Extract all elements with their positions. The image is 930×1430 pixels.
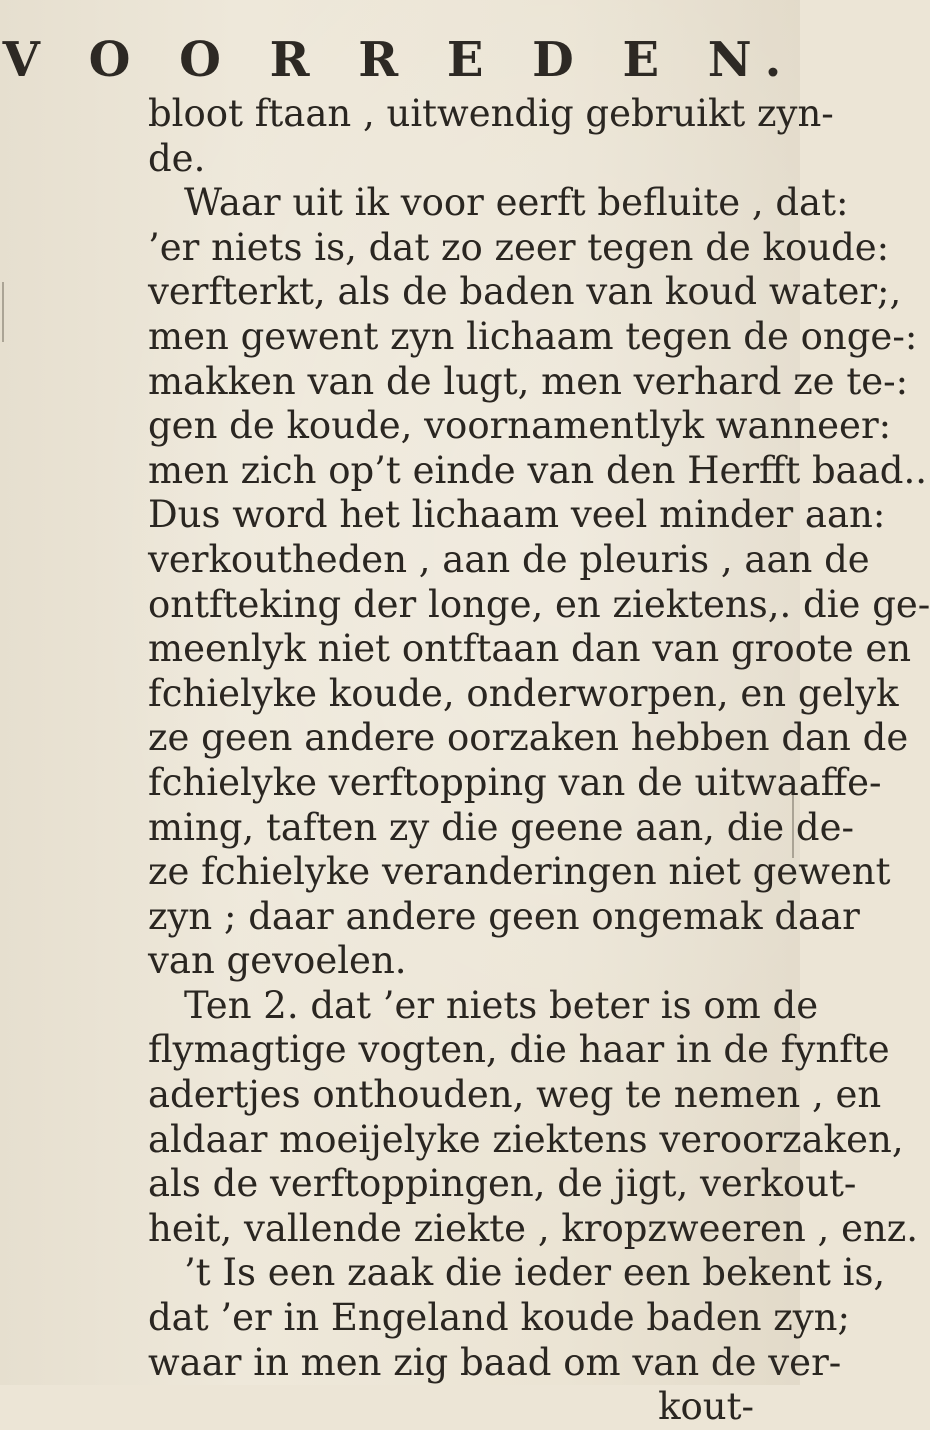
text-line: waar in men zig baad om van de ver- bbox=[148, 1340, 842, 1384]
page-header: V O O R R E D E N. bbox=[2, 32, 798, 88]
text-line: Waar uit ik voor eerft befluite , dat: bbox=[184, 181, 849, 225]
text-line: fchielyke koude, onderworpen, en gelyk bbox=[148, 671, 899, 715]
text-line: aldaar moeijelyke ziektens veroorzaken, bbox=[148, 1117, 904, 1161]
left-margin-mark bbox=[2, 282, 4, 342]
catchword: kout- bbox=[658, 1385, 754, 1429]
body-text bbox=[148, 92, 930, 1430]
text-line: bloot ftaan , uitwendig gebruikt zyn- bbox=[148, 92, 834, 135]
text-line: men zich op’t einde van den Herfft baad.. bbox=[148, 448, 927, 492]
text-line: Ten 2. dat ’er niets beter is om de bbox=[184, 983, 819, 1027]
text-line: meenlyk niet ontftaan dan van groote en bbox=[148, 627, 912, 671]
text-line: adertjes onthouden, weg te nemen , en bbox=[148, 1073, 882, 1117]
text-line: dat ’er in Engeland koude baden zyn; bbox=[148, 1296, 850, 1340]
text-line: ze geen andere oorzaken hebben dan de bbox=[148, 716, 909, 760]
text-line: ze fchielyke veranderingen niet gewent bbox=[148, 850, 891, 894]
text-line: Dus word het lichaam veel minder aan: bbox=[148, 493, 886, 537]
text-line: als de verftoppingen, de jigt, verkout- bbox=[148, 1162, 857, 1206]
text-line: ming, taften zy die geene aan, die de- bbox=[148, 805, 854, 849]
text-line: heit, vallende ziekte , kropzweeren , enz. bbox=[148, 1206, 919, 1250]
text-line: ’er niets is, dat zo zeer tegen de koude: bbox=[148, 225, 890, 269]
text-line: men gewent zyn lichaam tegen de onge-: bbox=[148, 314, 918, 358]
text-line: fchielyke verftopping van de uitwaaffe- bbox=[148, 760, 882, 804]
text-line: flymagtige vogten, die haar in de fynfte bbox=[148, 1028, 890, 1072]
text-line: gen de koude, voornamentlyk wanneer: bbox=[148, 404, 892, 448]
text-line: verfterkt, als de baden van koud water;, bbox=[148, 270, 902, 314]
text-line: de. bbox=[148, 136, 206, 180]
text-line: van gevoelen. bbox=[148, 939, 407, 983]
text-line: ontfteking der longe, en ziektens,. die ge- bbox=[148, 582, 930, 626]
text-line: makken van de lugt, men verhard ze te-: bbox=[148, 359, 909, 403]
text-line: zyn ; daar andere geen ongemak daar bbox=[148, 894, 860, 938]
text-line: verkoutheden , aan de pleuris , aan de bbox=[148, 537, 870, 581]
text-line: ’t Is een zaak die ieder een bekent is, bbox=[184, 1251, 886, 1295]
